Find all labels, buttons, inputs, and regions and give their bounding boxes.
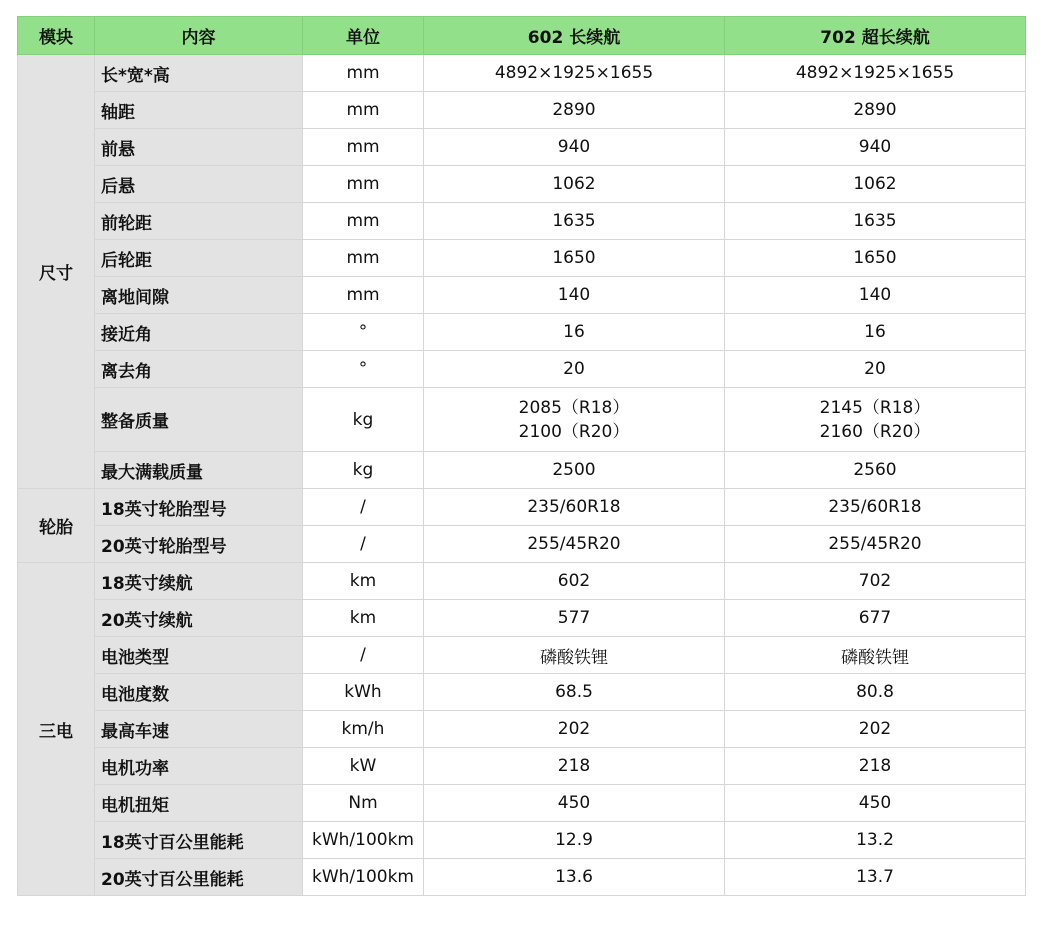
unit-cell: kWh/100km [303,822,424,859]
item-cell: 长*宽*高 [95,55,303,92]
header-unit: 单位 [303,17,424,55]
unit-cell: mm [303,166,424,203]
unit-cell: Nm [303,785,424,822]
unit-cell: kg [303,388,424,452]
header-702: 702 超长续航 [725,17,1026,55]
value-cell-702: 940 [725,129,1026,166]
value-cell-702: 702 [725,563,1026,600]
table-body [18,55,1026,896]
unit-cell: / [303,489,424,526]
table-row [18,674,1026,711]
table-row [18,489,1026,526]
value-cell-602: 20 [424,351,725,388]
value-line: 2085（R18） [518,397,630,418]
value-cell-702: 140 [725,277,1026,314]
table-row [18,129,1026,166]
value-cell-602: 13.6 [424,859,725,896]
value-cell-702: 450 [725,785,1026,822]
table-row [18,240,1026,277]
value-line: 2100（R20） [518,421,630,442]
unit-cell: km [303,563,424,600]
value-cell-602: 1062 [424,166,725,203]
table-row [18,748,1026,785]
value-cell-702: 2560 [725,452,1026,489]
value-cell-702: 1650 [725,240,1026,277]
unit-cell: ° [303,314,424,351]
value-cell-702: 80.8 [725,674,1026,711]
item-cell: 18英寸轮胎型号 [95,489,303,526]
value-cell-602: 940 [424,129,725,166]
value-cell-702: 磷酸铁锂 [725,637,1026,674]
value-cell-602: 202 [424,711,725,748]
item-cell: 前悬 [95,129,303,166]
unit-cell: ° [303,351,424,388]
item-cell: 最大满载质量 [95,452,303,489]
table-row [18,388,1026,452]
item-cell: 离去角 [95,351,303,388]
item-cell: 后轮距 [95,240,303,277]
value-cell-602: 450 [424,785,725,822]
value-cell-602 [424,388,725,452]
value-cell-702: 677 [725,600,1026,637]
module-cell-size: 尺寸 [18,55,95,489]
unit-cell: kWh/100km [303,859,424,896]
item-cell: 18英寸百公里能耗 [95,822,303,859]
table-row [18,452,1026,489]
item-cell: 接近角 [95,314,303,351]
unit-cell: mm [303,240,424,277]
value-cell-702: 16 [725,314,1026,351]
value-cell-702: 1062 [725,166,1026,203]
table-row [18,859,1026,896]
unit-cell: kW [303,748,424,785]
table-row [18,637,1026,674]
table-row [18,822,1026,859]
item-cell: 20英寸续航 [95,600,303,637]
unit-cell: mm [303,277,424,314]
table-row [18,203,1026,240]
value-cell-702: 218 [725,748,1026,785]
value-cell-702: 13.7 [725,859,1026,896]
table-row [18,526,1026,563]
table-row [18,351,1026,388]
value-cell-602: 140 [424,277,725,314]
value-cell-702: 235/60R18 [725,489,1026,526]
table-row [18,166,1026,203]
value-cell-702: 20 [725,351,1026,388]
unit-cell: kWh [303,674,424,711]
module-cell-elec: 三电 [18,563,95,896]
item-cell: 轴距 [95,92,303,129]
header-module: 模块 [18,17,95,55]
header-row [18,17,1026,55]
item-cell: 20英寸轮胎型号 [95,526,303,563]
value-cell-602: 577 [424,600,725,637]
value-cell-602: 255/45R20 [424,526,725,563]
table-row [18,600,1026,637]
value-cell-702 [725,388,1026,452]
value-cell-702: 13.2 [725,822,1026,859]
value-cell-602: 1650 [424,240,725,277]
value-line: 2145（R18） [819,397,931,418]
unit-cell: mm [303,129,424,166]
value-cell-602: 235/60R18 [424,489,725,526]
item-cell: 电机功率 [95,748,303,785]
value-cell-702: 4892×1925×1655 [725,55,1026,92]
value-cell-602: 磷酸铁锂 [424,637,725,674]
value-cell-702: 1635 [725,203,1026,240]
value-cell-702: 2890 [725,92,1026,129]
item-cell: 20英寸百公里能耗 [95,859,303,896]
value-cell-602: 68.5 [424,674,725,711]
item-cell: 离地间隙 [95,277,303,314]
unit-cell: km [303,600,424,637]
table-row [18,785,1026,822]
value-cell-602: 2500 [424,452,725,489]
item-cell: 后悬 [95,166,303,203]
unit-cell: / [303,526,424,563]
table-row [18,563,1026,600]
value-cell-602: 4892×1925×1655 [424,55,725,92]
unit-cell: mm [303,55,424,92]
header-item: 内容 [95,17,303,55]
value-cell-602: 602 [424,563,725,600]
unit-cell: / [303,637,424,674]
table-row [18,92,1026,129]
unit-cell: kg [303,452,424,489]
item-cell: 最高车速 [95,711,303,748]
table-row [18,711,1026,748]
item-cell: 18英寸续航 [95,563,303,600]
table-row [18,314,1026,351]
value-line: 2160（R20） [819,421,931,442]
item-cell: 前轮距 [95,203,303,240]
value-cell-602: 218 [424,748,725,785]
value-cell-602: 2890 [424,92,725,129]
header-602: 602 长续航 [424,17,725,55]
value-cell-602: 12.9 [424,822,725,859]
item-cell: 电机扭矩 [95,785,303,822]
item-cell: 电池类型 [95,637,303,674]
unit-cell: mm [303,92,424,129]
table-row [18,277,1026,314]
item-cell: 电池度数 [95,674,303,711]
module-cell-tire: 轮胎 [18,489,95,563]
table-row [18,55,1026,92]
spec-table [17,16,1026,896]
table-header [18,17,1026,55]
value-cell-602: 1635 [424,203,725,240]
unit-cell: mm [303,203,424,240]
value-cell-702: 255/45R20 [725,526,1026,563]
value-cell-602: 16 [424,314,725,351]
item-cell: 整备质量 [95,388,303,452]
value-cell-702: 202 [725,711,1026,748]
unit-cell: km/h [303,711,424,748]
